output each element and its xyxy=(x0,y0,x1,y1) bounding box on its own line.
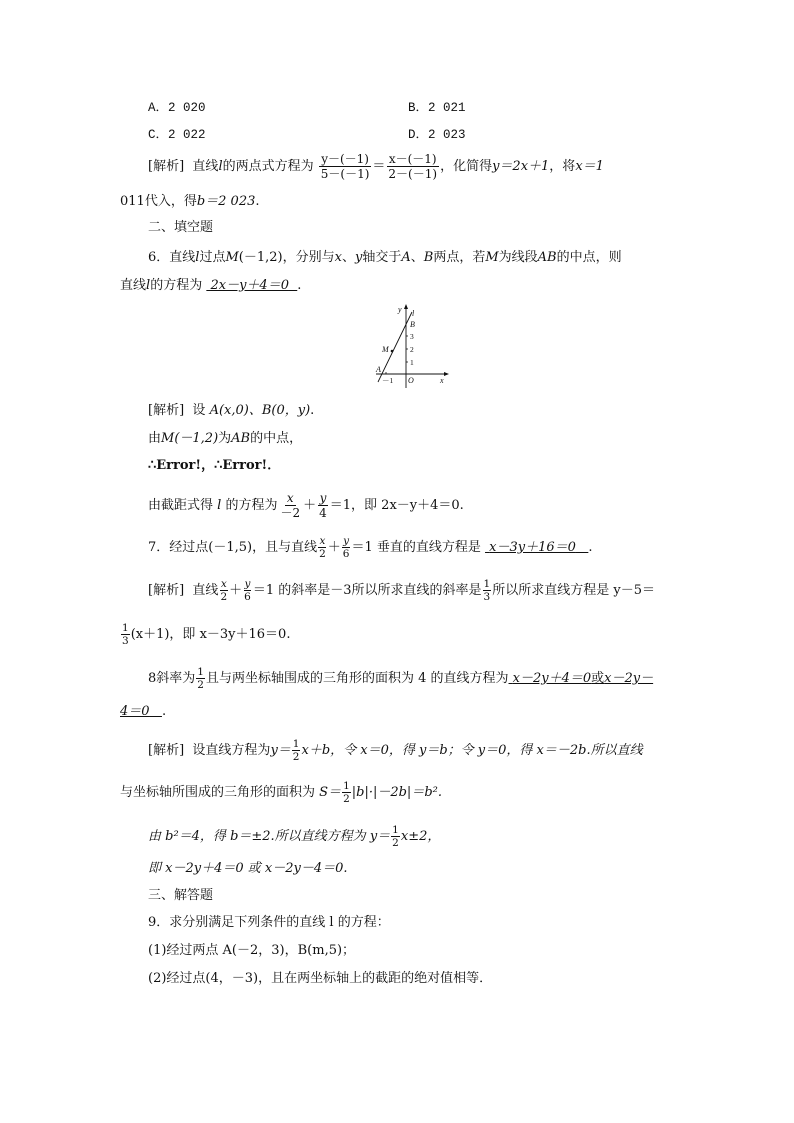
q7-stem: 7．经过点(－1,5)，且与直线 $\frac{x}{2}$ ＋ $\frac{y}{6}$ ＝1 垂直的直线方程是 x－3y＋16＝0 . xyxy=(148,535,593,560)
graph-tick-neg1: －1 xyxy=(382,376,394,385)
q6-stem-line2: 直线l的方程为 2x－y＋4＝0 . xyxy=(120,278,302,293)
answer-blank: x－2y＋4＝0或x－2y－ xyxy=(512,671,654,686)
solution-tag: [解析] xyxy=(148,159,185,174)
graph-tick-3: 3 xyxy=(410,332,414,341)
fraction: $\frac{y-(-1)}{5-(-1)}$ xyxy=(320,152,370,181)
q8-solution-line4: 即 x－2y＋4＝0 或 x－2y－4＝0. xyxy=(148,861,348,876)
coordinate-graph xyxy=(370,302,450,390)
graph-label-o: O xyxy=(408,376,414,385)
option-d: D．2 023 xyxy=(408,128,466,142)
fraction: $\frac{1}{2}$ xyxy=(197,666,204,691)
fraction: $\frac{y}{6}$ xyxy=(244,578,251,603)
option-c: C．2 022 xyxy=(148,128,206,142)
fraction: $\frac{x}{2}$ xyxy=(220,578,228,603)
graph-label-a: A xyxy=(376,365,381,374)
q6-solution-error-line: ∴Error!，∴Error!． xyxy=(148,458,281,473)
q8-stem-line1: 8斜率为 $\frac{1}{2}$ 且与两坐标轴围成的三角形的面积为 4 的直线方程为 x－2y＋4＝0或x－2y－ xyxy=(148,666,654,691)
fraction: $\frac{1}{2}$ xyxy=(292,738,300,763)
q9-part1: (1)经过两点 A(－2，3)，B(m,5)； xyxy=(148,943,356,958)
q8-solution-line3: 由 b²＝4，得 b＝±2.所以直线方程为 y＝ $\frac{1}{2}$ x±2， xyxy=(148,824,441,849)
fraction: $\frac{x}{-2}$ xyxy=(280,491,301,520)
q9-part2: (2)经过点(4，－3)，且在两坐标轴上的截距的绝对值相等． xyxy=(148,971,493,986)
answer-blank: x－3y＋16＝0 xyxy=(489,540,576,555)
q7-solution-line2: $\frac{1}{3}$ (x＋1)，即 x－3y＋16＝0. xyxy=(122,622,291,647)
q5-solution-line1: [解析] 直线l的两点式方程为 $\frac{y-(-1)}{5-(-1)}$ ＝ $\frac{x-(-1)}{2-(-1)}$ ，化简得y＝2x＋1，将x＝1 xyxy=(148,152,604,181)
answer-blank: 4＝0 xyxy=(120,704,150,719)
fraction: $\frac{y}{4}$ xyxy=(319,491,327,520)
q6-stem-line1: 6．直线l过点M(－1,2)，分别与x、y轴交于A、B两点，若M为线段AB的中点，则 xyxy=(148,250,622,265)
q5-solution-line2: 011代入，得b＝2 023. xyxy=(120,194,260,209)
q6-solution-line2: 由M(－1,2)为AB的中点， xyxy=(148,431,303,446)
fraction: $\frac{1}{2}$ xyxy=(392,824,399,849)
fraction: $\frac{1}{3}$ xyxy=(122,622,129,647)
fraction: $\frac{x}{2}$ xyxy=(319,535,326,560)
fraction: $\frac{1}{2}$ xyxy=(343,780,350,805)
q6-solution-line4: 由截距式得 l 的方程为 $\frac{x}{-2}$ ＋ $\frac{y}{4}$ ＝1，即 2x－y＋4＝0. xyxy=(148,491,464,520)
section-title-answer: 三、解答题 xyxy=(148,888,214,903)
q7-solution-line1: [解析] 直线 $\frac{x}{2}$ ＋ $\frac{y}{6}$ ＝1 的斜率是－3所以所求直线的斜率是 $\frac{1}{3}$ 所以所求直线方程是 y－5＝ xyxy=(148,578,655,603)
fraction: $\frac{x-(-1)}{2-(-1)}$ xyxy=(388,152,438,181)
q8-solution-line1: [解析] 设直线方程为y＝ $\frac{1}{2}$ x＋b，令 x＝0，得 y＝b；令 y＝0，得 x＝－2b.所以直线 xyxy=(148,738,643,763)
option-a: A．2 020 xyxy=(148,101,206,115)
graph-label-l: l xyxy=(412,309,415,318)
answer-blank: 2x－y＋4＝0 xyxy=(210,278,289,293)
graph-label-y: y xyxy=(398,305,402,314)
option-b: B．2 021 xyxy=(408,101,466,115)
graph-label-m: M xyxy=(382,345,389,354)
graph-label-x: x xyxy=(440,376,444,385)
section-title-fill-in: 二、填空题 xyxy=(148,220,214,235)
q9-stem: 9．求分别满足下列条件的直线 l 的方程： xyxy=(148,915,390,930)
q6-solution-line1: [解析] 设 A(x,0)、B(0，y). xyxy=(148,403,315,418)
fraction: $\frac{1}{3}$ xyxy=(483,578,491,603)
fraction: $\frac{y}{6}$ xyxy=(342,535,350,560)
q8-solution-line2: 与坐标轴所围成的三角形的面积为 S＝ $\frac{1}{2}$ |b|·|－2b|＝b². xyxy=(120,780,442,805)
graph-tick-2: 2 xyxy=(410,345,414,354)
graph-tick-1: 1 xyxy=(410,358,414,367)
q8-stem-line2: 4＝0 . xyxy=(120,704,167,719)
graph-label-b: B xyxy=(410,320,415,329)
